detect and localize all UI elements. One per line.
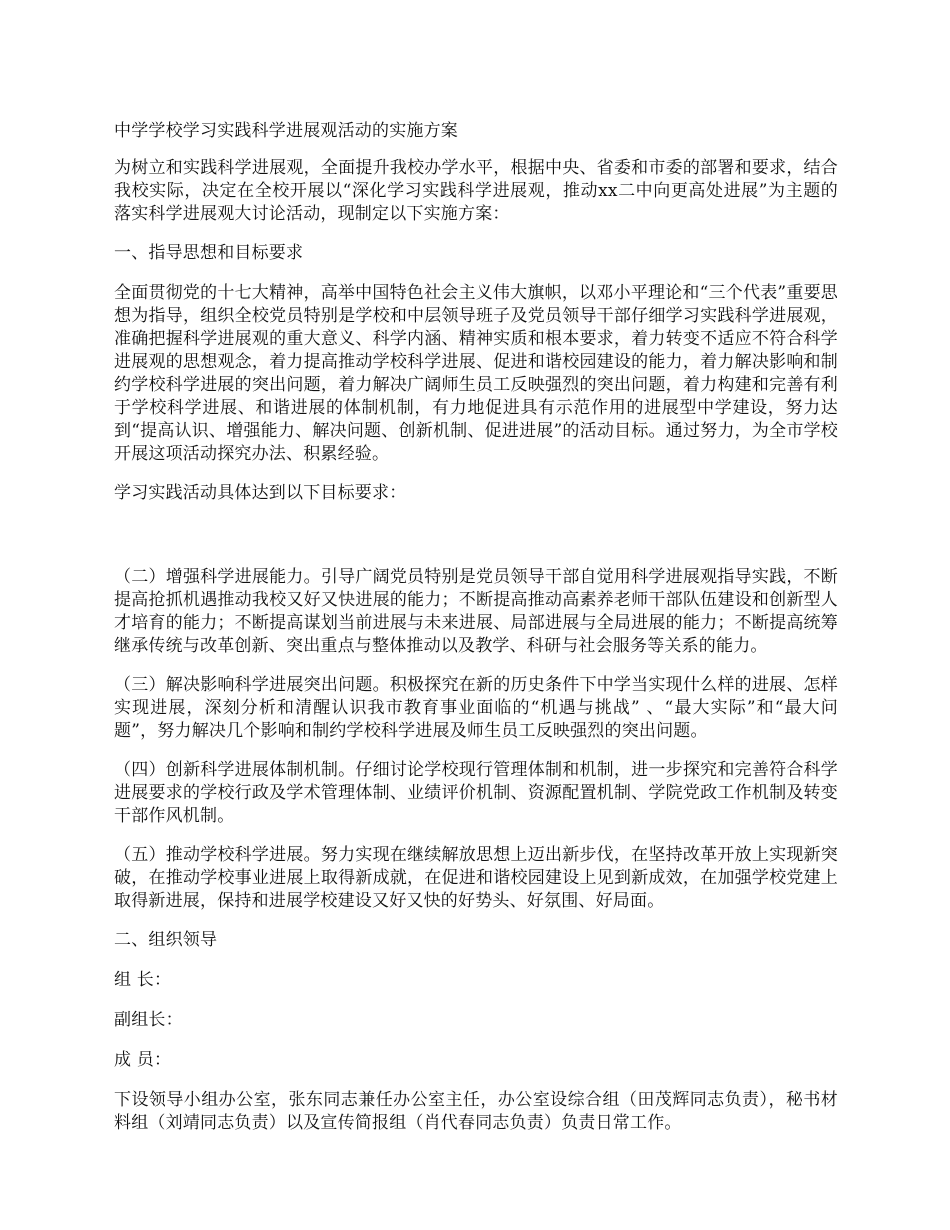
section-1-heading: 一、指导思想和目标要求 xyxy=(114,243,304,263)
blank-gap xyxy=(114,521,838,566)
goal-3-paragraph: （三）解决影响科学进展突出问题。积极探究在新的历史条件下中学当实现什么样的进展、怎样实现进展，深刻分析和清醒认识我市教育事业面临的“机遇与挑战” 、“最大实际”和“最大问题”，努力解决几个影响和制约学校科学进展及师生员工反映强烈的突出问题。 xyxy=(114,675,838,741)
intro-paragraph: 为树立和实践科学进展观，全面提升我校办学水平，根据中央、省委和市委的部署和要求，结合我校实际，决定在全校开展以“深化学习实践科学进展观，推动xx二中向更高处进展”为主题的落实科学进展观大讨论活动，现制定以下实施方案： xyxy=(114,158,838,224)
members-line: 成 员： xyxy=(114,1050,172,1070)
document-title: 中学学校学习实践科学进展观活动的实施方案 xyxy=(114,121,458,141)
section-1-paragraph: 全面贯彻党的十七大精神，高举中国特色社会主义伟大旗帜，以邓小平理论和“三个代表”重要思想为指导，组织全校党员特别是学校和中层领导班子及党员领导干部仔细学习实践科学进展观，准确把握科学进展观的重大意义、科学内涵、精神实质和根本要求，着力转变不适应不符合科学进展观的思想观念，着力提高推动学校科学进展、促进和谐校园建设的能力，着力解决影响和制约学校科学进展的突出问题，着力解决广阔师生员工反映强烈的突出问题，着力构建和完善有利于学校科学进展、和谐进展的体制机制，有力地促进具有示范作用的进展型中学建设，努力达到“提高认识、增强能力、解决问题、创新机制、促进进展”的活动目标。通过努力，为全市学校开展这项活动探究办法、积累经验。 xyxy=(114,283,838,464)
goals-intro: 学习实践活动具体达到以下目标要求： xyxy=(114,483,407,503)
goal-2-paragraph: （二）增强科学进展能力。引导广阔党员特别是党员领导干部自觉用科学进展观指导实践，不断提高抢抓机遇推动我校又好又快进展的能力；不断提高推动高素养老师干部队伍建设和创新型人才培育的能力；不断提高谋划当前进展与未来进展、局部进展与全局进展的能力；不断提高统筹继承传统与改革创新、突出重点与整体推动以及教学、科研与社会服务等关系的能力。 xyxy=(114,567,838,656)
goal-5-paragraph: （五）推动学校科学进展。努力实现在继续解放思想上迈出新步伐，在坚持改革开放上实现新突破，在推动学校事业进展上取得新成就，在促进和谐校园建设上见到新成效，在加强学校党建上取得新进展，保持和进展学校建设又好又快的好势头、好氛围、好局面。 xyxy=(114,845,838,911)
leader-line: 组 长： xyxy=(114,970,172,990)
goal-4-paragraph: （四）创新科学进展体制机制。仔细讨论学校现行管理体制和机制，进一步探究和完善符合科学进展要求的学校行政及学术管理体制、业绩评价机制、资源配置机制、学院党政工作机制及转变干部作风机制。 xyxy=(114,760,838,826)
deputy-leader-line: 副组长： xyxy=(114,1010,183,1030)
section-2-heading: 二、组织领导 xyxy=(114,930,218,950)
document-page xyxy=(114,120,838,1151)
office-paragraph: 下设领导小组办公室，张东同志兼任办公室主任，办公室设综合组（田茂辉同志负责），秘书材料组（刘靖同志负责）以及宣传简报组（肖代春同志负责）负责日常工作。 xyxy=(114,1090,838,1133)
